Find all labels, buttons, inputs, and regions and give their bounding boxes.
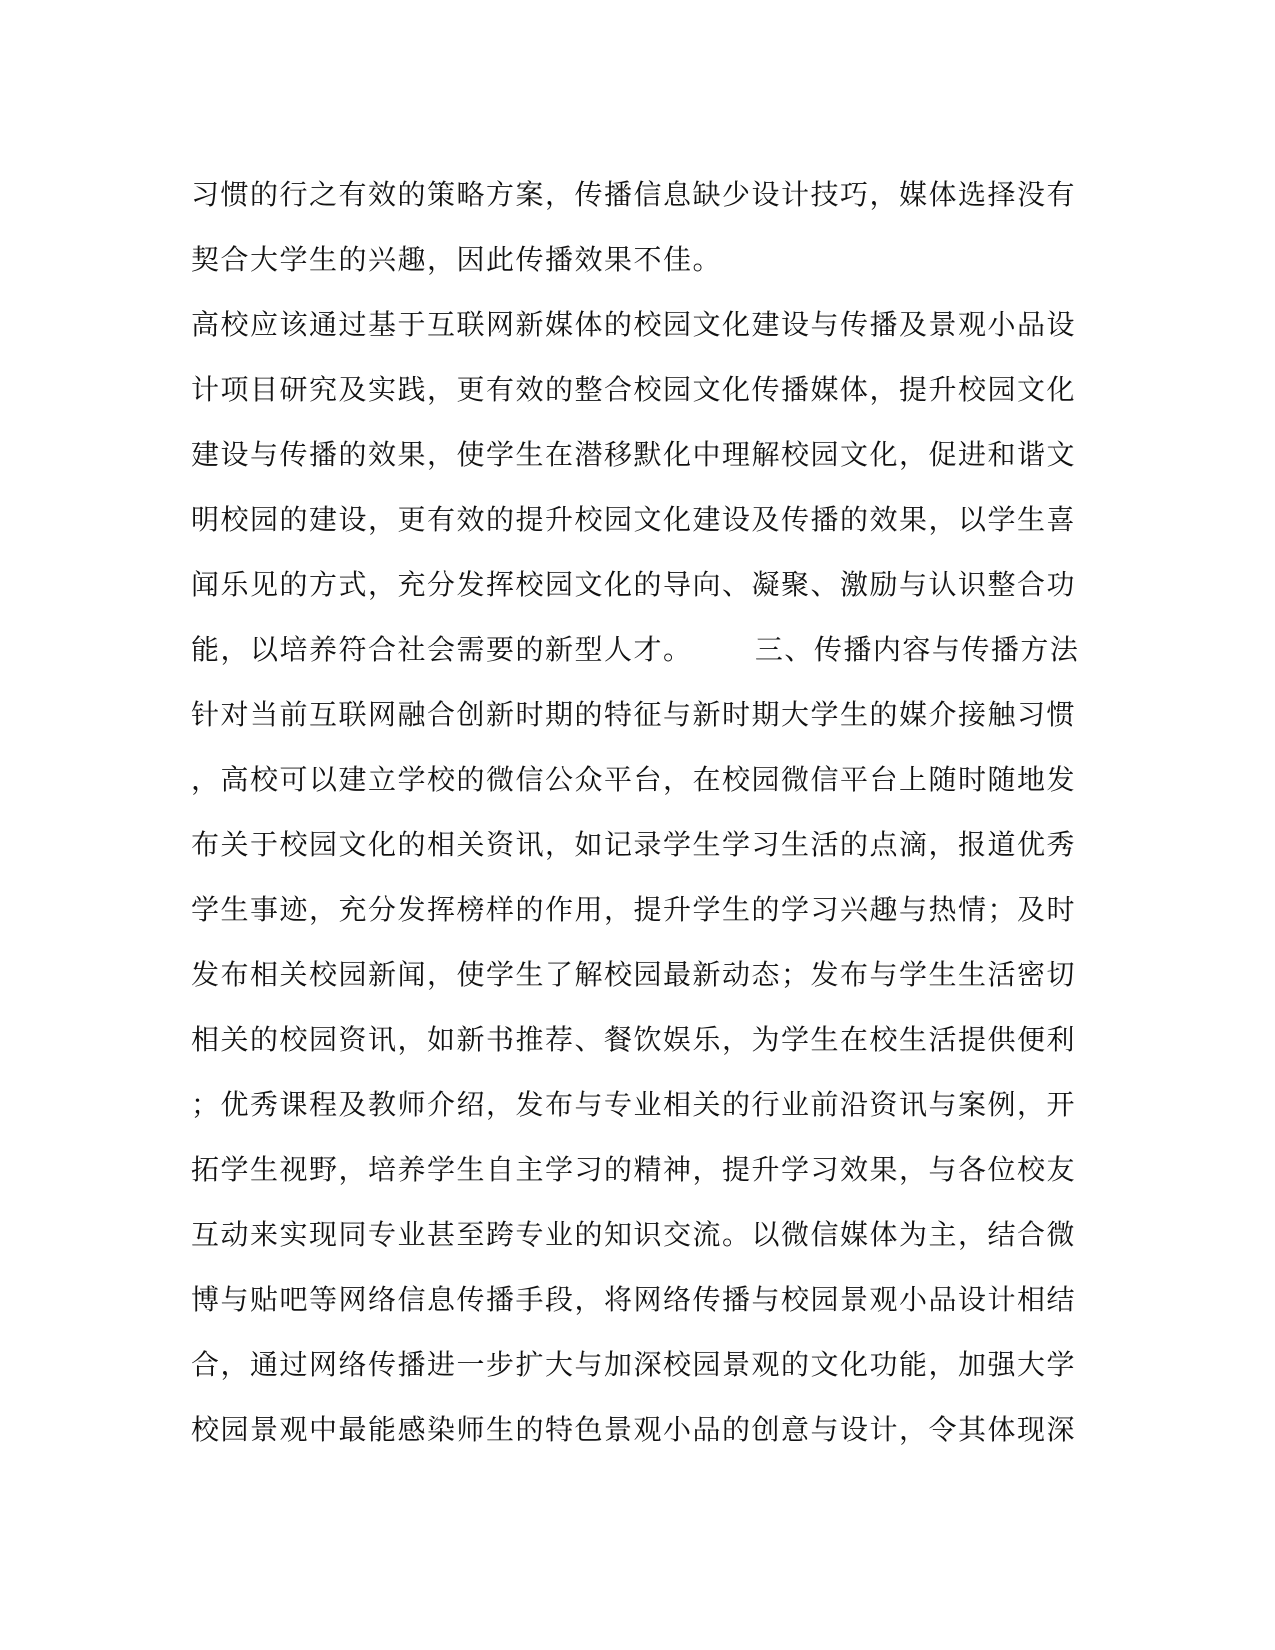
text-line: 习惯的行之有效的策略方案，传播信息缺少设计技巧，媒体选择没有 (191, 178, 1077, 211)
text-line: 校园景观中最能感染师生的特色景观小品的创意与设计，令其体现深 (191, 1413, 1077, 1446)
text-line: ；优秀课程及教师介绍，发布与专业相关的行业前沿资讯与案例，开 (191, 1088, 1077, 1121)
text-line: 发布相关校园新闻，使学生了解校园最新动态；发布与学生生活密切 (191, 958, 1077, 991)
text-line: 合，通过网络传播进一步扩大与加深校园景观的文化功能，加强大学 (191, 1348, 1077, 1381)
text-line: 闻乐见的方式，充分发挥校园文化的导向、凝聚、激励与认识整合功 (191, 568, 1077, 601)
text-line: 能，以培养符合社会需要的新型人才。 三、传播内容与传播方法 (191, 633, 1080, 666)
text-line: 针对当前互联网融合创新时期的特征与新时期大学生的媒介接触习惯 (191, 698, 1077, 731)
text-line: 建设与传播的效果，使学生在潜移默化中理解校园文化，促进和谐文 (191, 438, 1077, 471)
text-line: 契合大学生的兴趣，因此传播效果不佳。 (191, 243, 723, 276)
text-line: 互动来实现同专业甚至跨专业的知识交流。以微信媒体为主，结合微 (191, 1218, 1077, 1251)
text-line: 相关的校园资讯，如新书推荐、餐饮娱乐，为学生在校生活提供便利 (191, 1023, 1077, 1056)
text-line: 高校应该通过基于互联网新媒体的校园文化建设与传播及景观小品设 (191, 308, 1077, 341)
text-line: 拓学生视野，培养学生自主学习的精神，提升学习效果，与各位校友 (191, 1153, 1077, 1186)
text-line: 布关于校园文化的相关资讯，如记录学生学习生活的点滴，报道优秀 (191, 828, 1077, 861)
text-line: 计项目研究及实践，更有效的整合校园文化传播媒体，提升校园文化 (191, 373, 1077, 406)
text-line: 学生事迹，充分发挥榜样的作用，提升学生的学习兴趣与热情；及时 (191, 893, 1077, 926)
text-line: 博与贴吧等网络信息传播手段，将网络传播与校园景观小品设计相结 (191, 1283, 1077, 1316)
text-line: ，高校可以建立学校的微信公众平台，在校园微信平台上随时随地发 (191, 763, 1077, 796)
text-line: 明校园的建设，更有效的提升校园文化建设及传播的效果，以学生喜 (191, 503, 1077, 536)
body-text (191, 162, 1080, 1462)
